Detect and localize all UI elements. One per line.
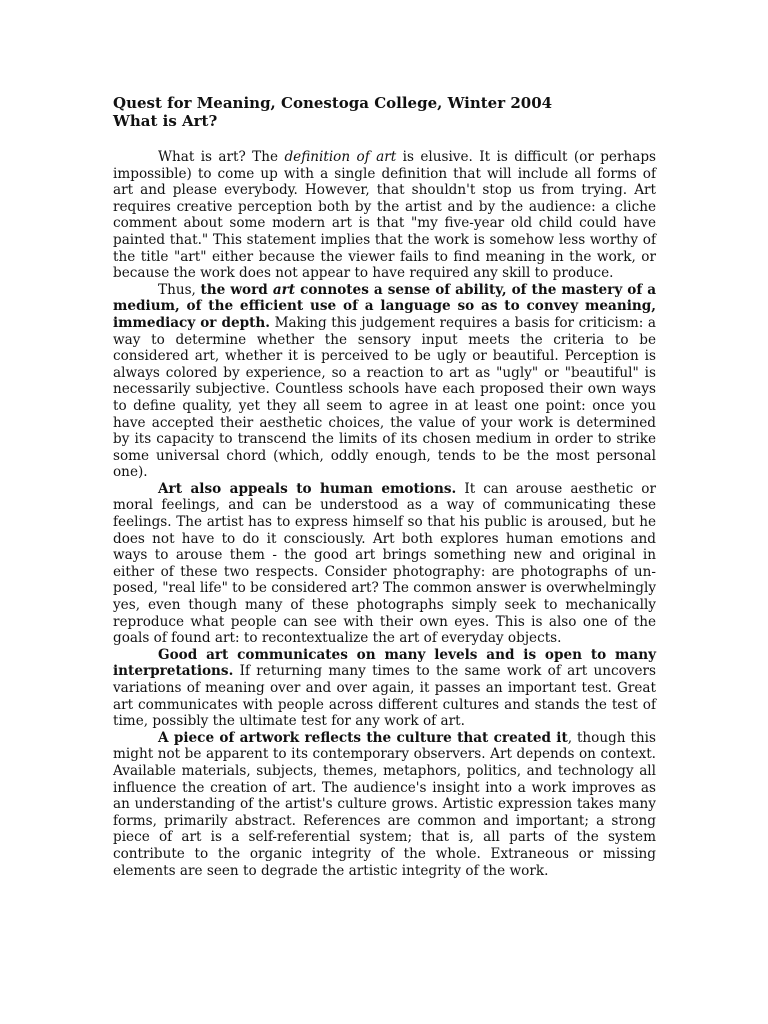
text-run: Thus, [158,281,201,298]
emphasis-text: Good art communicates on many levels and is open to many interpretations. [113,646,656,680]
text-run: If returning many times to the same work of art uncovers variations of meaning over and over again, it passes an important test. Great art communicates with people across different cultures and stands the test of time, possibly the ultimate test for any work of art. [113,663,656,730]
emphasis-text: A piece of artwork reflects the culture that created it [158,729,568,746]
text-run: Making this judgement requires a basis for criticism: a way to determine whether the sensory input meets the criteria to be considered art, whether it is perceived to be ugly or beautiful. Perception is always colored by experience, so a reaction to art as "ugly" or "beautiful" is necessarily subjective. Countless schools have each proposed their own ways to define quality, yet they all seem to agree in at least one point: once you have accepted their aesthetic choices, the value of your work is determined by its capacity to transcend the limits of its chosen medium in order to strike some universal chord (which, oddly enough, tends to be the most personal one). [113,314,657,481]
paragraph-2 [113,282,656,481]
document-title: What is Art? [113,112,218,130]
text-run: It can arouse aesthetic or moral feelings, and can be understood as a way of communicating these feelings. The artist has to express himself so that his public is aroused, but he does not have to do it consciously. Art both explores human emotions and ways to arouse them - the good art brings something new and original in either of these two respects. Consider photography: are photographs of un-posed, "real life" to be considered art? The common answer is overwhelmingly yes, even though many of these photographs simply seek to mechanically reproduce what people can see with their own eyes. This is also one of the goals of found art: to recontextualize the art of everyday objects. [113,480,656,647]
emphasis-text: definition of art [284,149,397,165]
paragraph-3 [113,481,656,647]
text-run: , though this might not be apparent to its contemporary observers. Art depends on context. Available materials, subjects, themes, metaphors, politics, and technology all influence the creation of art. The audience's insight into a work improves as an understanding of the artist's culture grows. Artistic expression takes many forms, primarily abstract. References are common and important; a strong piece of art is a self-referential system; that is, all parts of the system contribute to the organic integrity of the whole. Extraneous or missing elements are seen to degrade the artistic integrity of the work. [113,729,656,879]
document-page [113,94,656,879]
paragraph-5 [113,730,656,879]
emphasis-text: connotes a sense of ability, of the mastery of a medium, of the efficient use of a language so as to convey meaning, immediacy or depth. [113,281,656,331]
emphasis-text: the word [200,281,273,298]
paragraph-1 [113,149,656,282]
text-run: What is art? The [158,149,285,165]
paragraph-4 [113,647,656,730]
emphasis-text: art [272,281,296,298]
body-text [113,149,656,879]
course-heading: Quest for Meaning, Conestoga College, Winter 2004 [113,94,553,112]
text-run: is elusive. It is difficult (or perhaps impossible) to come up with a single definition that will include all forms of art and please everybody. However, that shouldn't stop us from trying. Art requires creative perception both by the artist and by the audience: a cliche comment about some modern art is that "my five-year old child could have painted that." This statement implies that the work is somehow less worthy of the title "art" either because the viewer fails to find meaning in the work, or because the work does not appear to have required any skill to produce. [113,149,657,282]
emphasis-text: Art also appeals to human emotions. [158,480,457,497]
spacer [113,130,656,149]
